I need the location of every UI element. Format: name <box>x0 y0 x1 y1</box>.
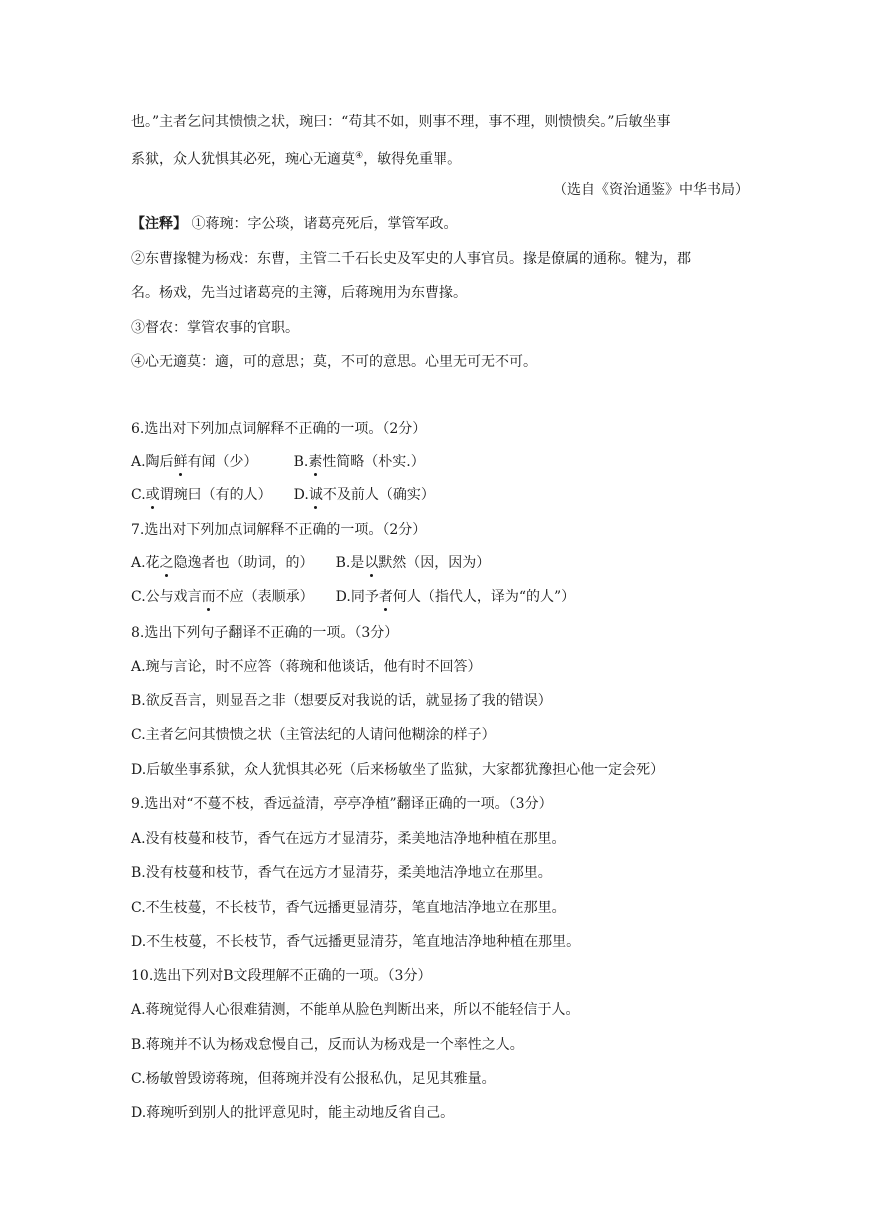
q8-option-a: A.琬与言论，时不应答（蒋琬和他谈话，他有时不回答） <box>131 659 482 675</box>
q8-option-b: B.欲反吾言，则显吾之非（想要反对我说的话，就显扬了我的错误） <box>131 693 552 709</box>
note-1 <box>131 214 457 234</box>
q7-b-pre: B.是 <box>335 555 365 571</box>
q7-options-cd <box>131 587 575 607</box>
passage-line-2 <box>131 146 461 170</box>
note-2-line-1: ②东曹掾犍为杨戏：东曹，主管二千石长史及军史的人事官员。掾是僚属的通称。犍为，郡 <box>131 251 691 267</box>
q10-stem: 10.选出下列对B文段理解不正确的一项。（3分） <box>131 968 432 984</box>
q7-a-dotted: 之 <box>159 555 174 571</box>
q7-c-dotted: 而 <box>201 589 216 605</box>
q9-option-b: B.没有枝蔓和枝节，香气在远方才显清芬，柔美地洁净地立在那里。 <box>131 865 552 881</box>
q6-b-pre: B. <box>293 454 309 470</box>
passage-line-2-text: 系狱，众人犹惧其必死，琬心无適莫 <box>131 151 355 168</box>
q9-option-d: D.不生枝蔓，不长枝节，香气远播更显清芬，笔直地洁净地种植在那里。 <box>131 934 581 950</box>
q7-c-pre: C.公与戏言 <box>131 589 202 605</box>
q6-c-dotted: 或 <box>145 487 160 503</box>
passage-line-1: 也。”主者乞问其愦愦之状，琬曰：“苟其不如，则事不理，事不理，则愦愦矣。”后敏坐事 <box>131 114 671 130</box>
note-1-text: ①蒋琬：字公琰，诸葛亮死后，掌管军政。 <box>191 216 458 232</box>
q6-d-pre: D. <box>293 487 309 503</box>
note-4: ④心无適莫：適，可的意思；莫，不可的意思。心里无可无不可。 <box>131 354 537 370</box>
q7-options-ab <box>131 553 490 573</box>
q10-option-b: B.蒋琬并不认为杨戏怠慢自己，反而认为杨戏是一个率性之人。 <box>131 1037 524 1053</box>
note-2-line-2: 名。杨戏，先当过诸葛亮的主簿，后蒋琬用为东曹掾。 <box>131 285 467 301</box>
q6-stem: 6.选出对下列加点词解释不正确的一项。（2分） <box>131 421 427 437</box>
q7-b-post: 默然（因，因为） <box>378 555 491 571</box>
q6-options-cd <box>131 485 435 505</box>
note-3: ③督农：掌管农事的官职。 <box>131 320 299 336</box>
passage-line-2-end: ，敏得免重罪。 <box>363 151 462 168</box>
q7-d-dotted: 者 <box>378 589 393 605</box>
q6-b-dotted: 素 <box>308 454 323 470</box>
q9-option-c: C.不生枝蔓，不长枝节，香气远播更显清芬，笔直地洁净地立在那里。 <box>131 900 566 916</box>
q6-d-dotted: 诚 <box>308 487 323 503</box>
q9-stem: 9.选出对“不蔓不枝，香远益清，亭亭净植”翻译正确的一项。（3分） <box>131 796 553 812</box>
q7-b-dotted: 以 <box>364 555 379 571</box>
q6-d-post: 不及前人（确实） <box>322 487 435 503</box>
source-citation: （选自《资治通鉴》中华书局） <box>553 182 749 198</box>
q6-a-post: 有闻（少） <box>187 454 258 470</box>
q7-a-post: 隐逸者也（助词，的） <box>173 555 314 571</box>
q7-stem: 7.选出对下列加点词解释不正确的一项。（2分） <box>131 522 427 538</box>
q7-d-post: 何人（指代人，译为“的人”） <box>392 589 576 605</box>
q6-c-pre: C. <box>131 487 146 503</box>
q6-options-ab <box>131 452 425 472</box>
footnote-marker: ④ <box>355 151 364 161</box>
q6-a-dotted: 鲜 <box>173 454 188 470</box>
q9-option-a: A.没有枝蔓和枝节，香气在远方才显清芬，柔美地洁净地种植在那里。 <box>131 831 566 847</box>
q10-option-d: D.蒋琬听到别人的批评意见时，能主动地反省自己。 <box>131 1105 455 1121</box>
q10-option-a: A.蒋琬觉得人心很难猜测，不能单从脸色判断出来，所以不能轻信于人。 <box>131 1002 580 1018</box>
q7-d-pre: D.同予 <box>335 589 379 605</box>
q8-option-c: C.主者乞问其愦愦之状（主管法纪的人请问他糊涂的样子） <box>131 727 496 743</box>
q6-c-post: 谓琬曰（有的人） <box>159 487 272 503</box>
q7-c-post: 不应（表顺承） <box>215 589 314 605</box>
q6-a-pre: A.陶后 <box>131 454 174 470</box>
q8-stem: 8.选出下列句子翻译不正确的一项。（3分） <box>131 625 399 641</box>
q7-a-pre: A.花 <box>131 555 160 571</box>
q8-option-d: D.后敏坐事系狱，众人犹惧其必死（后来杨敏坐了监狱，大家都犹豫担心他一定会死） <box>131 762 665 778</box>
notes-heading: 【注释】 <box>131 216 187 232</box>
q6-b-post: 性简略（朴实.） <box>322 454 425 470</box>
q10-option-c: C.杨敏曾毁谤蒋琬，但蒋琬并没有公报私仇，足见其雅量。 <box>131 1071 496 1087</box>
